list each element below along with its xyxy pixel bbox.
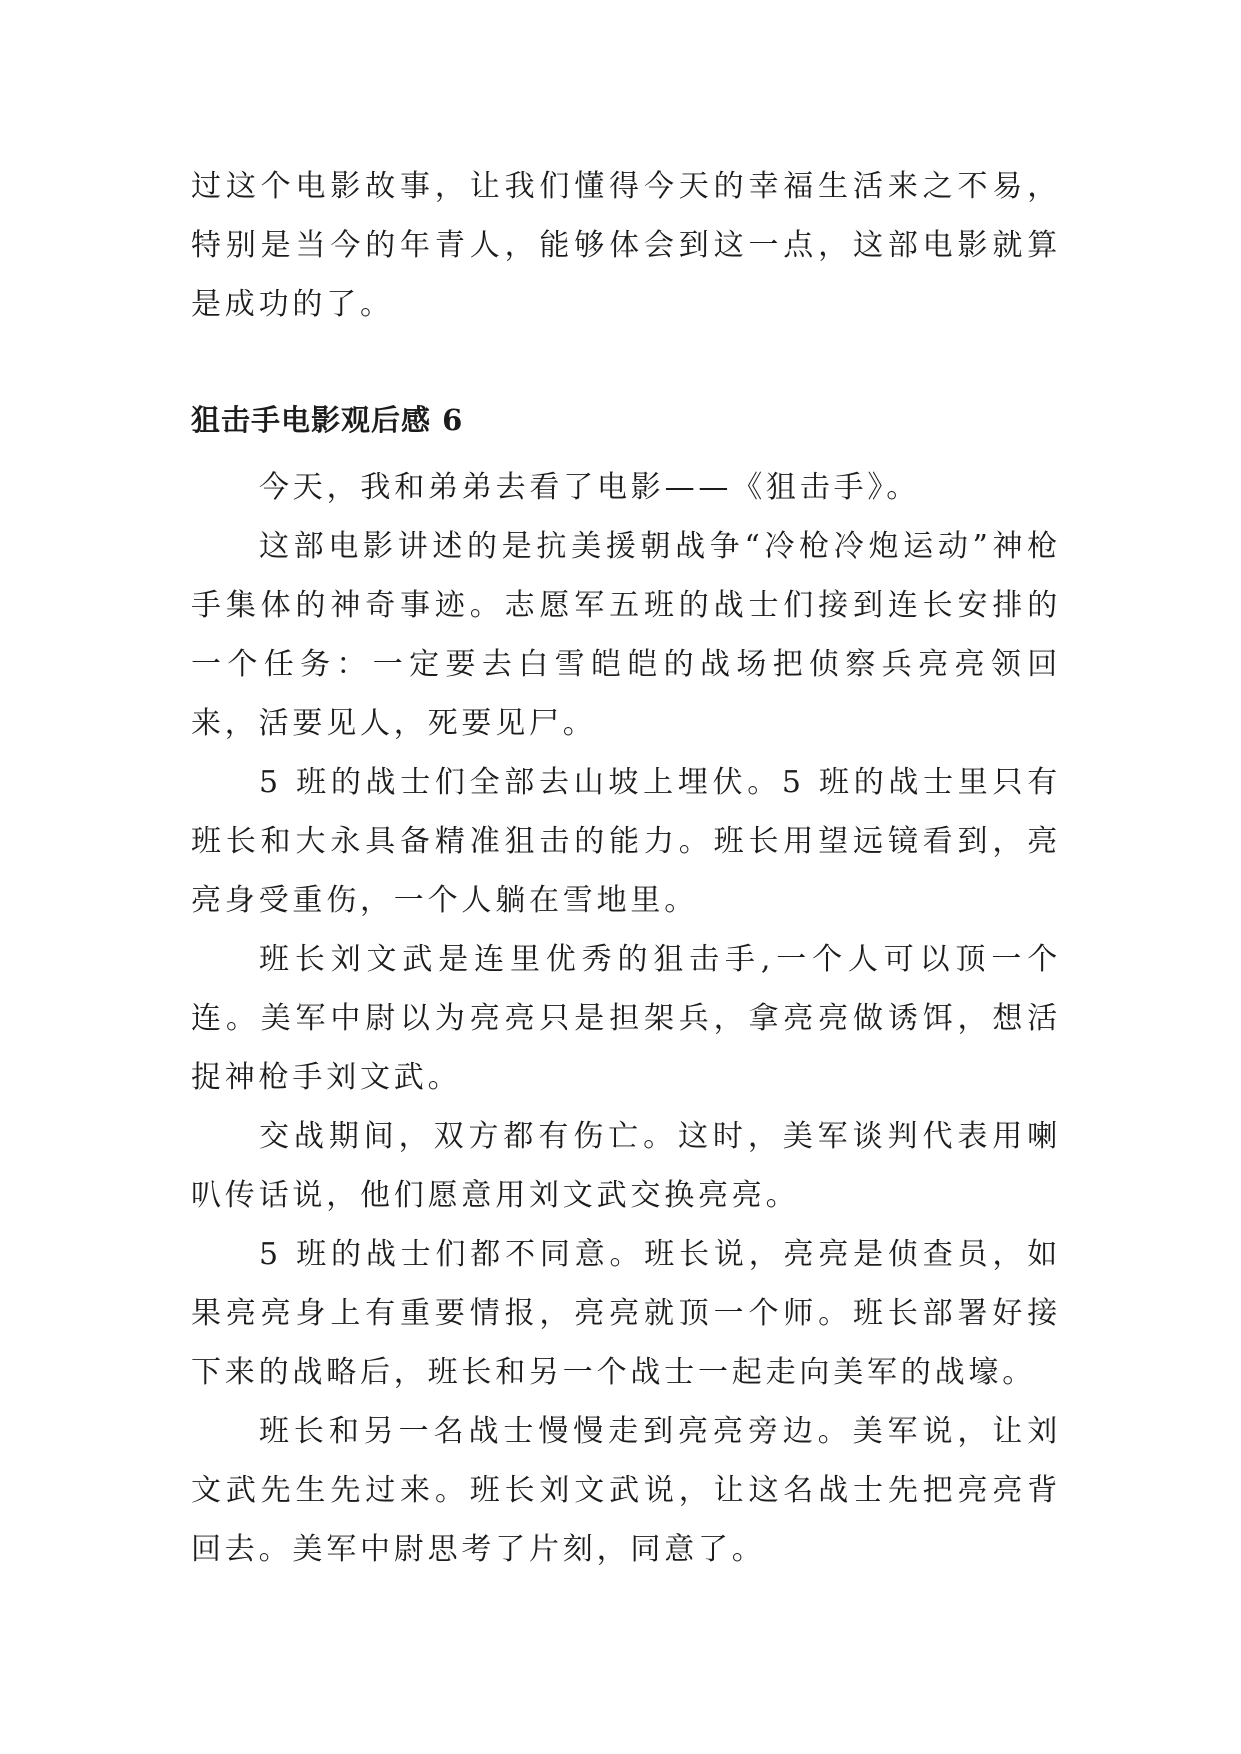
paragraph-5: 交战期间，双方都有伤亡。这时，美军谈判代表用喇叭传话说，他们愿意用刘文武交换亮亮。 [191,1119,1061,1213]
paragraph-6: 5 班的战士们都不同意。班长说，亮亮是侦查员，如果亮亮身上有重要情报，亮亮就顶一个师。班长部署好接下来的战略后，班长和另一个战士一起走向美军的战壕。 [191,1237,1061,1390]
paragraph-4: 班长刘文武是连里优秀的狙击手,一个人可以顶一个连。美军中尉以为亮亮只是担架兵，拿亮亮做诱饵，想活捉神枪手刘文武。 [191,942,1061,1095]
paragraph-2: 这部电影讲述的是抗美援朝战争“冷枪冷炮运动”神枪手集体的神奇事迹。志愿军五班的战士们接到连长安排的一个任务：一定要去白雪皑皑的战场把侦察兵亮亮领回来，活要见人，死要见尸。 [191,529,1061,741]
paragraph-7: 班长和另一名战士慢慢走到亮亮旁边。美军说，让刘文武先生先过来。班长刘文武说，让这名战士先把亮亮背回去。美军中尉思考了片刻，同意了。 [191,1414,1061,1567]
section-title: 狙击手电影观后感 6 [191,403,464,437]
paragraph-1: 今天，我和弟弟去看了电影——《狙击手》。 [259,470,920,505]
paragraph-3: 5 班的战士们全部去山坡上埋伏。5 班的战士里只有班长和大永具备精准狙击的能力。班长用望远镜看到，亮亮身受重伤，一个人躺在雪地里。 [191,765,1061,918]
continuation-paragraph: 过这个电影故事，让我们懂得今天的幸福生活来之不易，特别是当今的年青人，能够体会到这一点，这部电影就算是成功的了。 [191,169,1061,322]
